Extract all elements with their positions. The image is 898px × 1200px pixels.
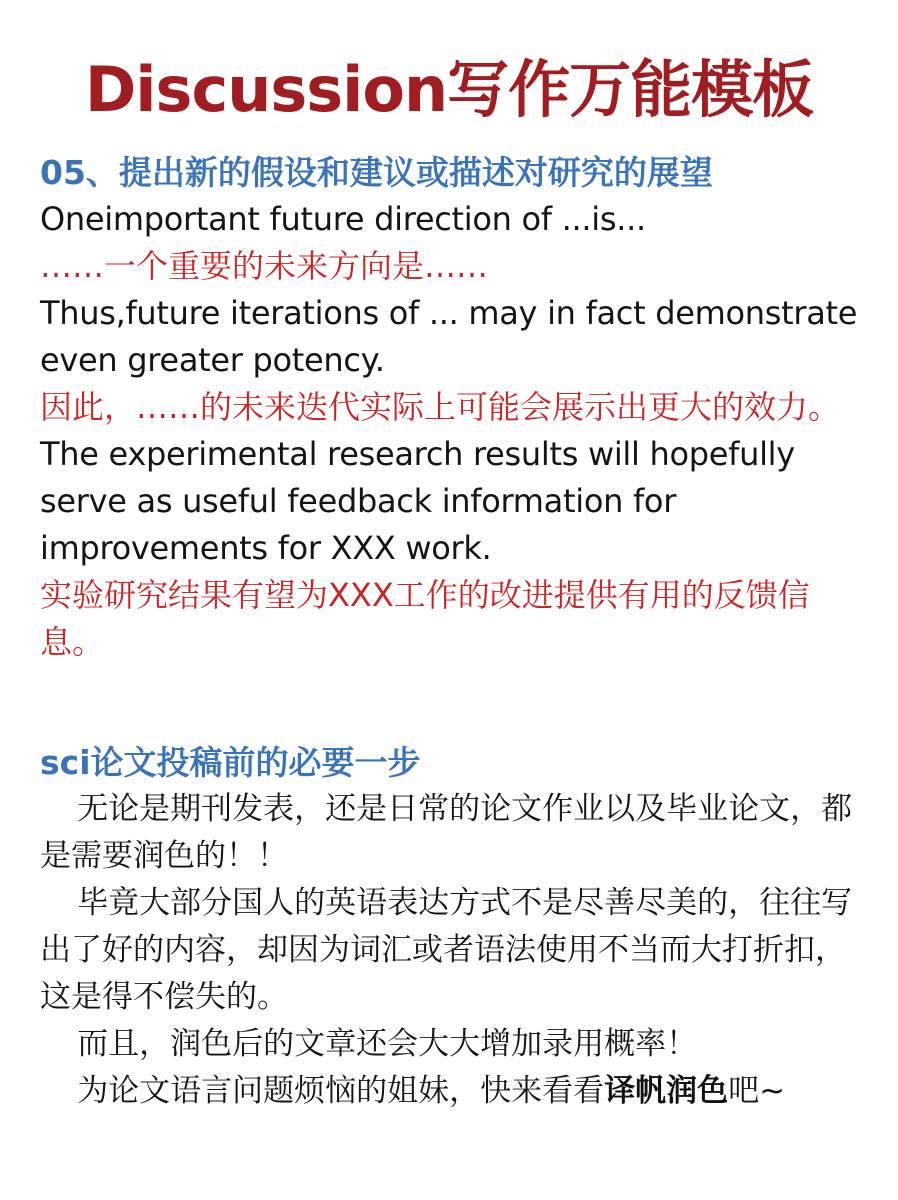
paragraph-2: 毕竟大部分国人的英语表达方式不是尽善尽美的，往往写出了好的内容，却因为词汇或者语法使用不当而大打折扣，这是得不偿失的。 [40, 885, 853, 1015]
paragraph-4 [40, 1068, 858, 1115]
paragraph-3: 而且，润色后的文章还会大大增加录用概率！ [77, 1026, 698, 1062]
paragraph-4-text: 为论文语言问题烦恼的姐妹，快来看看 [77, 1073, 605, 1109]
paragraph-1: 无论是期刊发表，还是日常的论文作业以及毕业论文，都是需要润色的！！ [40, 791, 853, 874]
english-sentence-3: The experimental research results will hopefully serve as useful feedback information for improvements for XXX work. [40, 435, 795, 567]
english-sentence-2: Thus,future iterations of ... may in fact demonstrate even greater potency. [40, 294, 858, 379]
chinese-translation-3: 实验研究结果有望为XXX工作的改进提供有用的反馈信息。 [40, 576, 810, 661]
chinese-translation-1: ……一个重要的未来方向是…… [40, 247, 489, 285]
paragraph-4-tail: 吧~ [728, 1073, 786, 1109]
chinese-translation-2: 因此，……的未来迭代实际上可能会展示出更大的效力。 [40, 388, 841, 426]
page-title: Discussion写作万能模板 [84, 53, 814, 126]
section-heading-sci: sci论文投稿前的必要一步 [40, 743, 421, 782]
brand-name: 译帆润色 [604, 1073, 729, 1109]
english-sentence-1: Oneimportant future direction of ...is... [40, 200, 646, 238]
section-heading-05: 05、提出新的假设和建议或描述对研究的展望 [40, 153, 713, 192]
